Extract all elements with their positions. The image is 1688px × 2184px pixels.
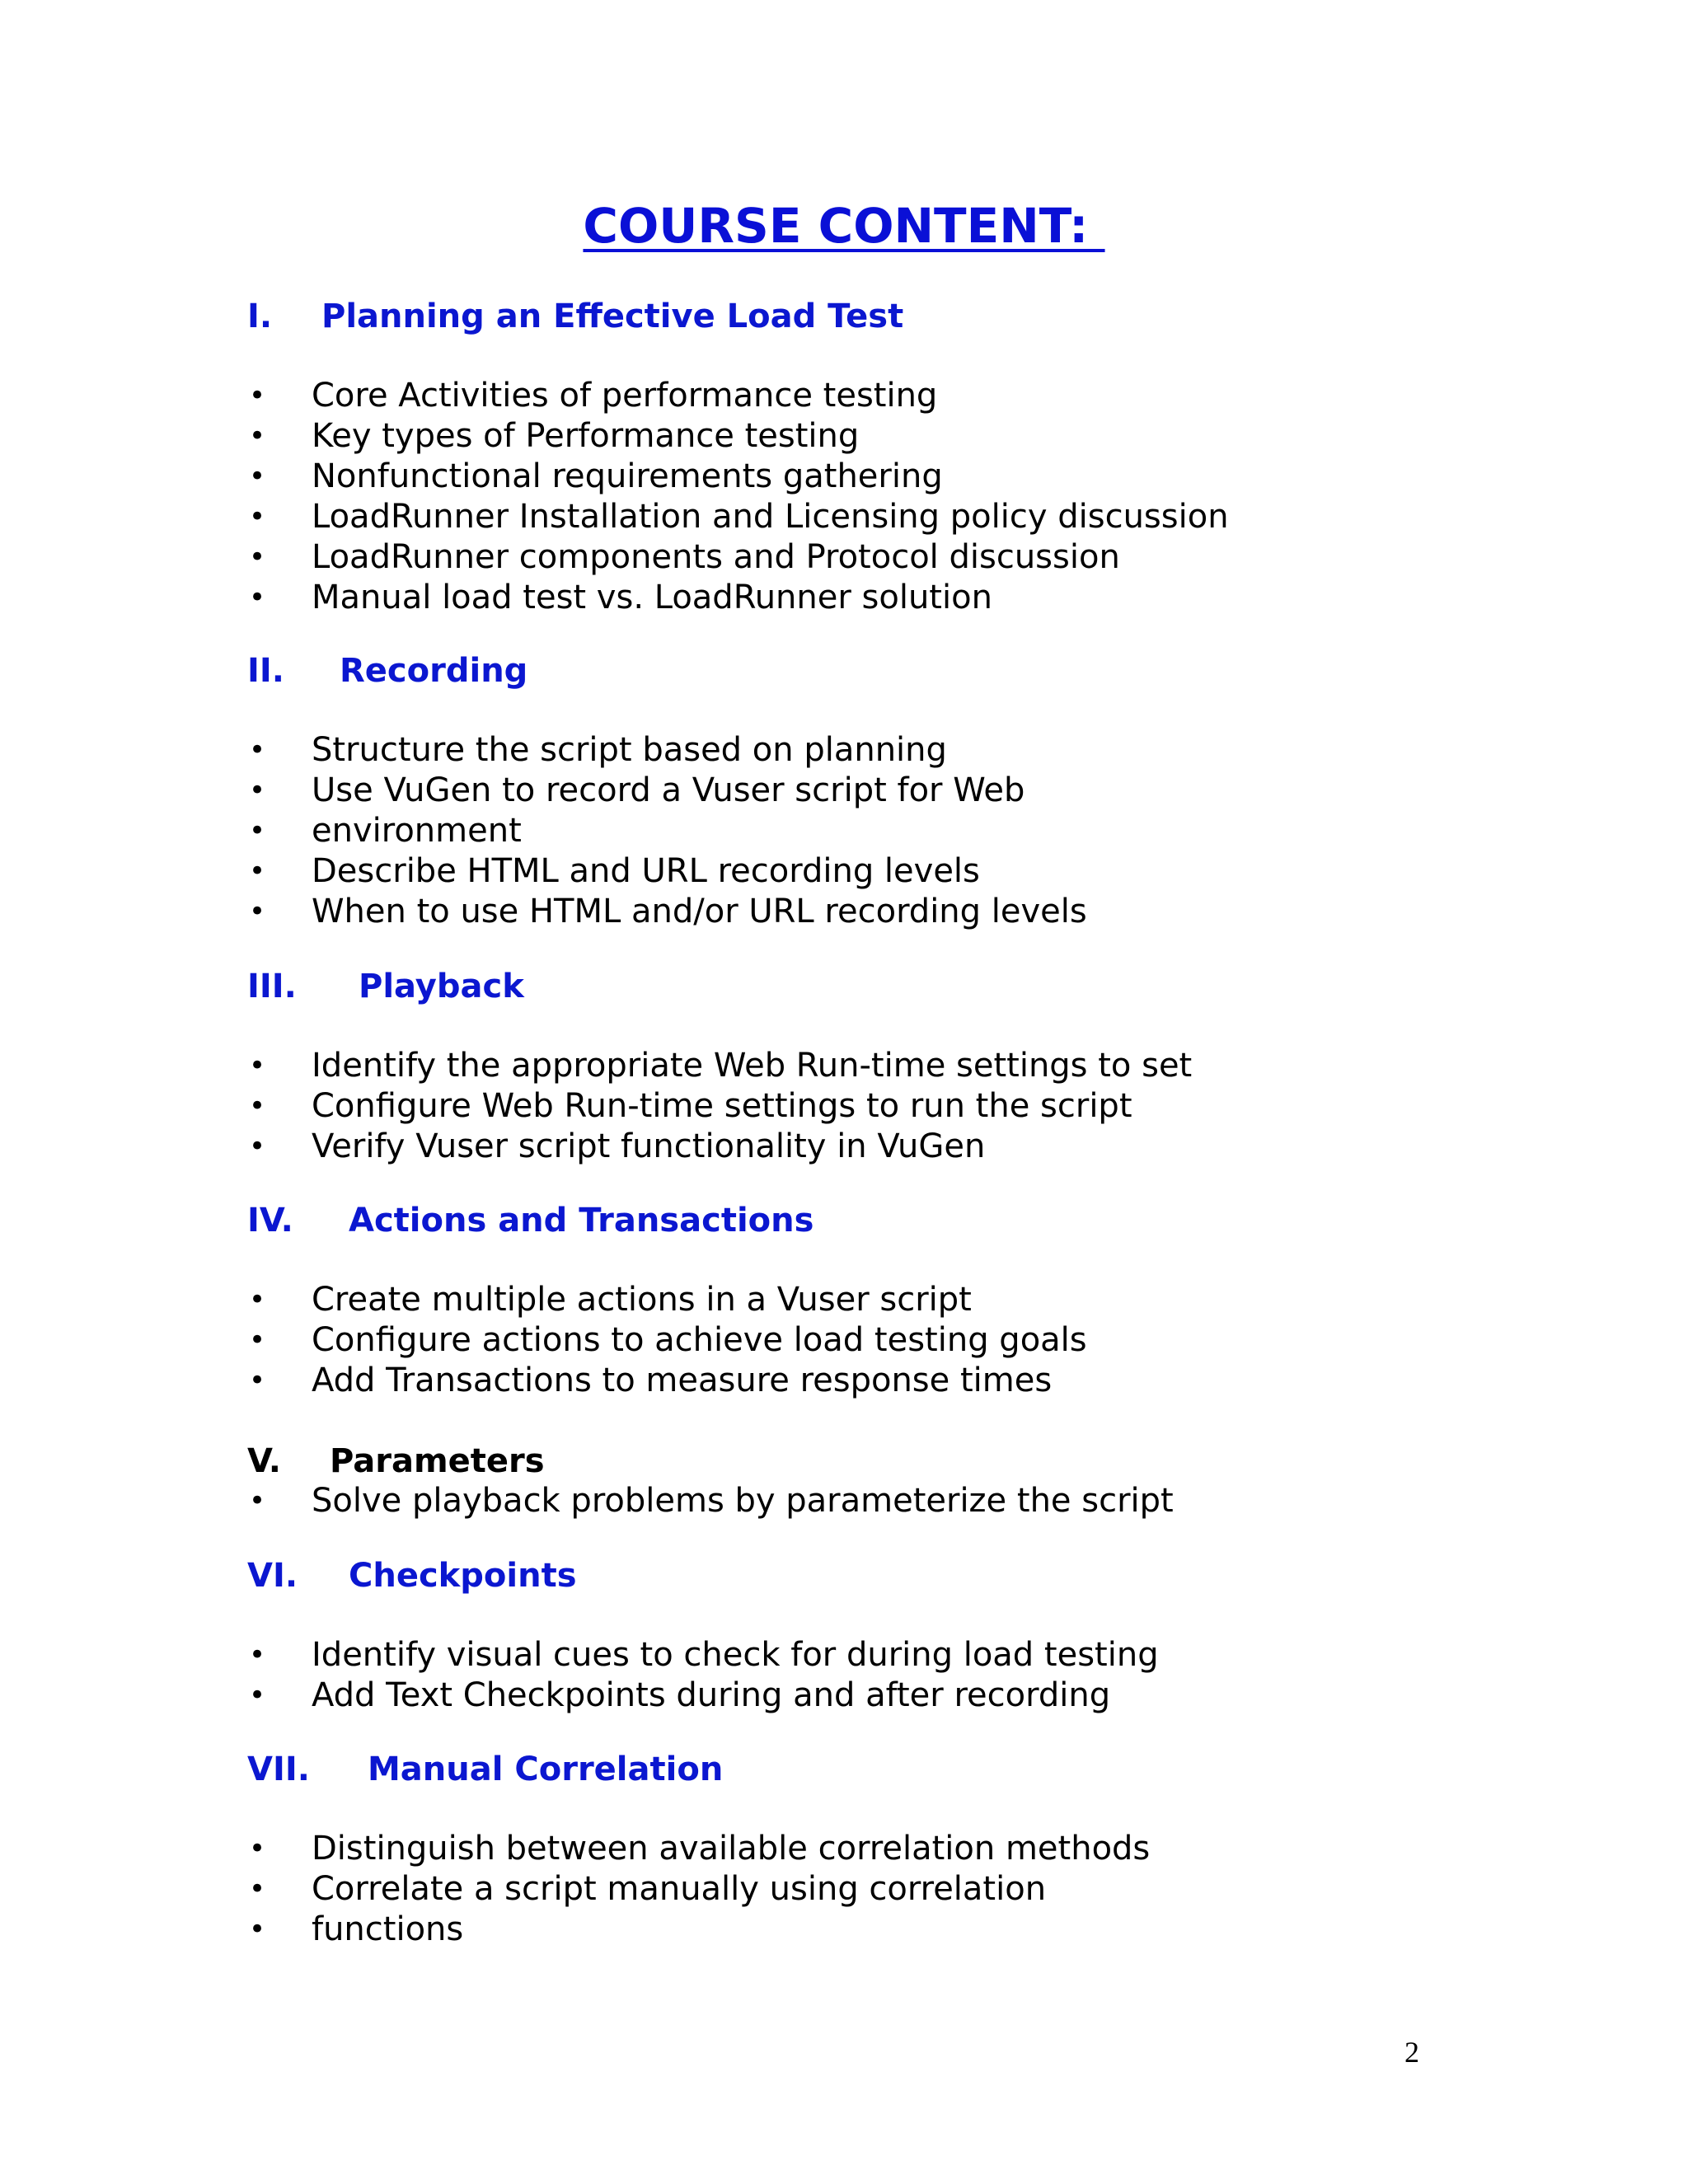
bullet-icon: • (249, 814, 266, 847)
section-heading-playback (247, 966, 524, 1007)
document-page: COURSE CONTENT: I. Planning an Effective Load Test • Core Activities of performance testing • Key types of Performance testing • Nonfunctional requirements gathering • LoadRunner Installation and Licensing policy discussion • LoadRunner components and Protocol discussion • Manual load test vs. LoadRunner solution II. Recording • Structure the script based on planning • Use VuGen to record a Vuser script for Web • environment • Describe HTML and URL recording levels • When to use HTML and/or URL recording levels III. Playback • Identify the appropriate Web Run-time settings to set • Configure Web Run-time settings to run the script • Verify Vuser script functionality in VuGen IV. Actions and Transactions • Create multiple actions in a Vuser script • Configure actions to achieve load testing goals • Add Transactions to measure response times V. Parameters • Solve playback problems by parameterize the script VI. Checkpoints • Identify visual cues to check for during load testing • Add Text Checkpoints during and after recording VII. Manual Correlation • Distinguish between available correlation methods • Correlate a script manually using correlation • functions 2 (0, 0, 1688, 2184)
section-heading-checkpoints (247, 1555, 577, 1596)
bullet-icon: • (249, 460, 266, 493)
bullet-icon: • (249, 1130, 266, 1163)
bullet-icon: • (249, 1913, 266, 1946)
bullet-icon: • (249, 855, 266, 888)
section-number: IV. (247, 1202, 293, 1240)
section-heading-recording (247, 650, 528, 691)
section-number: II. (247, 652, 284, 690)
section-heading-planning (247, 296, 903, 337)
bullet-icon: • (249, 774, 266, 807)
section-title: Planning an Effective Load Test (321, 298, 904, 335)
bullet-icon: • (249, 1484, 266, 1517)
section-number: V. (247, 1442, 281, 1480)
section-title: Playback (359, 968, 524, 1005)
bullet-icon: • (249, 581, 266, 614)
bullet-icon: • (249, 895, 266, 928)
bullet-icon: • (249, 733, 266, 766)
bullet-icon: • (249, 1283, 266, 1316)
section-number: III. (247, 968, 297, 1005)
bullet-icon: • (249, 1324, 266, 1357)
page-title-text: COURSE CONTENT: (583, 198, 1105, 254)
bullet-icon: • (249, 500, 266, 533)
section-heading-manual-correlation (247, 1749, 723, 1790)
section-title: Manual Correlation (368, 1750, 724, 1788)
section-number: VII. (247, 1750, 310, 1788)
bullet-icon: • (249, 1832, 266, 1865)
bullet-icon: • (249, 379, 266, 412)
section-heading-actions-transactions (247, 1200, 814, 1241)
bullet-icon: • (249, 541, 266, 574)
section-number: I. (247, 298, 273, 335)
section-title: Actions and Transactions (349, 1202, 814, 1240)
section-title: Parameters (330, 1442, 545, 1480)
bullet-icon: • (249, 1679, 266, 1712)
section-heading-parameters (247, 1441, 545, 1482)
bullet-icon: • (249, 419, 266, 452)
page-number: 2 (1404, 2036, 1419, 2069)
page-title (0, 196, 1688, 255)
section-title: Checkpoints (349, 1557, 577, 1595)
bullet-icon: • (249, 1090, 266, 1122)
section-number: VI. (247, 1557, 298, 1595)
bullet-icon: • (249, 1364, 266, 1397)
bullet-icon: • (249, 1872, 266, 1905)
bullet-icon: • (249, 1049, 266, 1082)
section-title: Recording (340, 652, 528, 690)
bullet-icon: • (249, 1638, 266, 1671)
